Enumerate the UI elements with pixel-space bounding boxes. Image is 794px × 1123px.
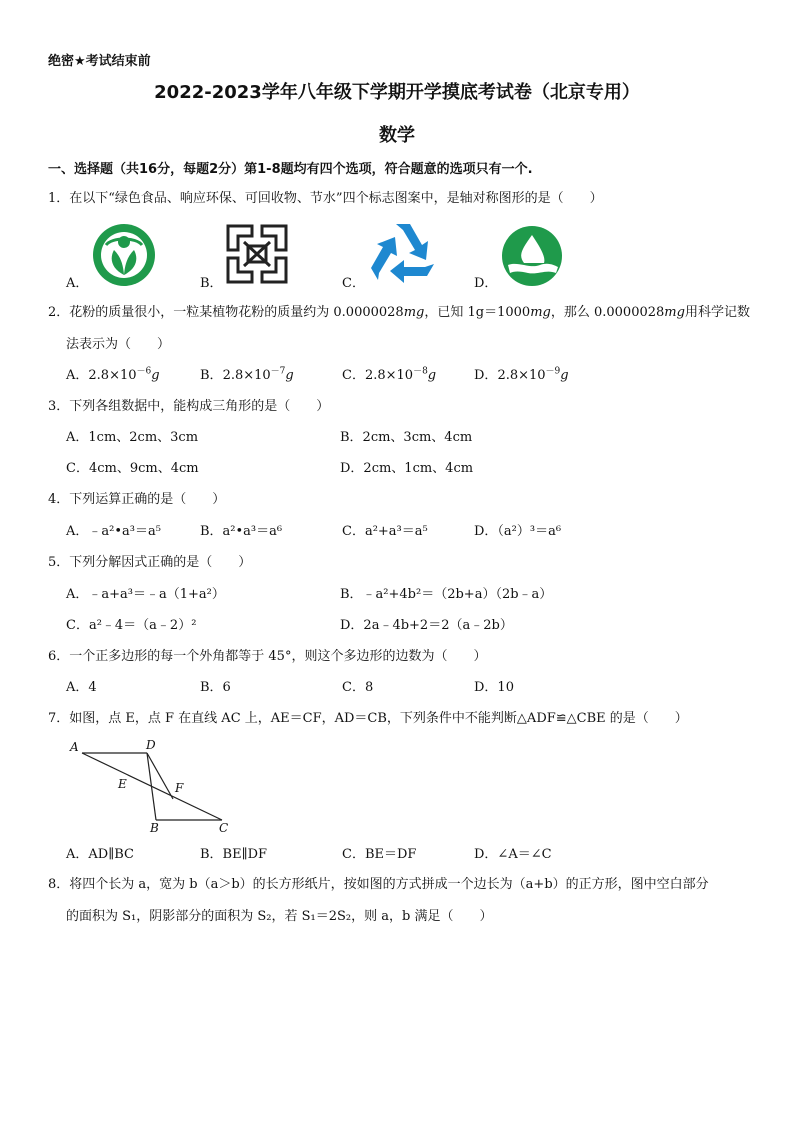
environment-logo-icon xyxy=(224,222,290,286)
question-5-option-b[interactable]: B．﹣a²+4b²＝（2b+a）（2b﹣a） xyxy=(340,587,553,602)
question-6-option-a[interactable]: A．4 xyxy=(66,680,97,695)
question-1-stem: 1．在以下“绿色食品、响应环保、可回收物、节水”四个标志图案中，是轴对称图形的是（ ） xyxy=(48,191,603,206)
question-5-option-d[interactable]: D．2a﹣4b+2＝2（a﹣2b） xyxy=(340,618,513,633)
question-8-line-1: 8．将四个长为 a，宽为 b（a＞b）的长方形纸片，按如图的方式拼成一个边长为（a+b）的正方形，图中空白部分 xyxy=(48,877,709,892)
question-8-line-2: 的面积为 S₁，阴影部分的面积为 S₂，若 S₁＝2S₂，则 a，b 满足（ ） xyxy=(66,909,493,924)
question-7-option-a[interactable]: A．AD∥BC xyxy=(66,847,134,862)
question-6-option-c[interactable]: C．8 xyxy=(342,680,374,695)
point-label-a: A xyxy=(70,740,79,754)
question-5-stem: 5．下列分解因式正确的是（ ） xyxy=(48,555,252,570)
question-3-option-a[interactable]: A．1cm、2cm、3cm xyxy=(66,430,199,445)
question-2-line-1: 2．花粉的质量很小，一粒某植物花粉的质量约为 0.0000028mg，已知 1g＝1000mg，那么 0.0000028mg用科学记数 xyxy=(48,305,750,320)
question-1-option-a-label: A． xyxy=(66,276,89,291)
point-label-c: C xyxy=(219,821,229,835)
question-5-option-c[interactable]: C．a²﹣4＝（a﹣2）² xyxy=(66,618,197,633)
recycle-logo-icon xyxy=(366,220,440,286)
question-2-option-d[interactable]: D．$2.8\times 10^{-9}g$ xyxy=(474,366,569,383)
question-5-option-a[interactable]: A．﹣a+a³＝﹣a（1+a²） xyxy=(66,587,225,602)
question-1-option-c-label: C． xyxy=(342,276,365,291)
question-1-option-d-label: D． xyxy=(474,276,498,291)
segment-db xyxy=(147,753,156,820)
question-3-option-d[interactable]: D．2cm、1cm、4cm xyxy=(340,461,474,476)
question-2-option-a[interactable]: A．$2.8\times 10^{-6}g$ xyxy=(66,366,160,383)
question-2-line-2: 法表示为（ ） xyxy=(66,337,171,352)
subject-title: 数学 xyxy=(379,125,415,146)
question-3-option-b[interactable]: B．2cm、3cm、4cm xyxy=(340,430,473,445)
question-3-stem: 3．下列各组数据中，能构成三角形的是（ ） xyxy=(48,399,330,414)
section-heading: 一、选择题（共16分，每题2分）第1-8题均有四个选项，符合题意的选项只有一个. xyxy=(48,162,533,177)
question-7-option-d[interactable]: D．∠A＝∠C xyxy=(474,847,552,862)
question-4-option-b[interactable]: B．a²•a³＝a⁶ xyxy=(200,524,283,539)
question-6-stem: 6．一个正多边形的每一个外角都等于 45°，则这个多边形的边数为（ ） xyxy=(48,649,487,664)
point-label-e: E xyxy=(118,777,127,791)
point-label-d: D xyxy=(146,738,156,752)
question-4-stem: 4．下列运算正确的是（ ） xyxy=(48,492,226,507)
water-saving-logo-icon xyxy=(500,225,564,287)
question-4-option-d[interactable]: D．（a²）³＝a⁶ xyxy=(474,524,562,539)
question-1-option-b-label: B． xyxy=(200,276,223,291)
segment-dc xyxy=(147,753,173,799)
question-6-option-d[interactable]: D．10 xyxy=(474,680,514,695)
point-label-b: B xyxy=(150,821,159,835)
green-food-logo-icon xyxy=(92,223,156,287)
point-label-f: F xyxy=(175,781,184,795)
question-7-stem: 7．如图，点 E，点 F 在直线 AC 上，AE＝CF，AD＝CB，下列条件中不能判断△ADF≌△CBE 的是（ ） xyxy=(48,711,688,726)
exam-title: 2022-2023学年八年级下学期开学摸底考试卷（北京专用） xyxy=(154,82,640,103)
question-7-option-b[interactable]: B．BE∥DF xyxy=(200,847,268,862)
question-3-option-c[interactable]: C．4cm、9cm、4cm xyxy=(66,461,199,476)
question-2-option-c[interactable]: C．$2.8\times 10^{-8}g$ xyxy=(342,366,437,383)
question-2-option-b[interactable]: B．$2.8\times 10^{-7}g$ xyxy=(200,366,294,383)
confidential-label: 绝密★考试结束前 xyxy=(48,54,151,69)
question-6-option-b[interactable]: B．6 xyxy=(200,680,231,695)
question-4-option-a[interactable]: A．﹣a²•a³＝a⁵ xyxy=(66,524,161,539)
question-4-option-c[interactable]: C．a²+a³＝a⁵ xyxy=(342,524,428,539)
question-7-figure xyxy=(62,736,242,836)
question-7-option-c[interactable]: C．BE＝DF xyxy=(342,847,417,862)
